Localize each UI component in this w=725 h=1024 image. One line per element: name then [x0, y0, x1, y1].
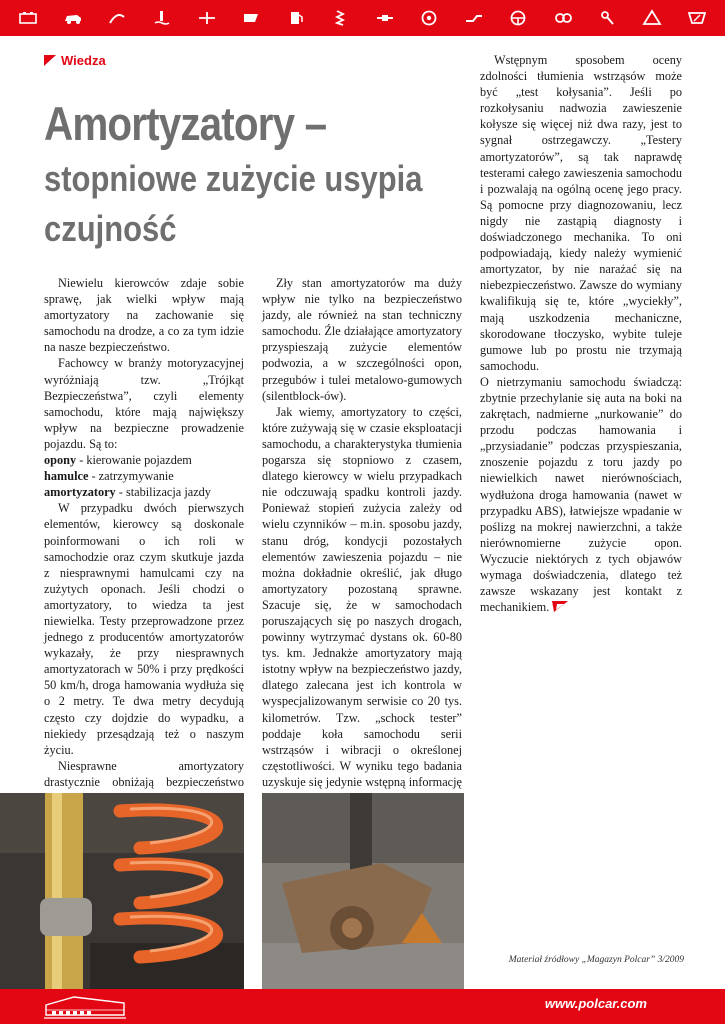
steering-wheel-icon[interactable]	[507, 9, 529, 27]
spring-icon[interactable]	[329, 9, 351, 27]
warning-triangle-icon[interactable]	[641, 9, 663, 27]
list-item: hamulce - zatrzymywanie	[44, 469, 174, 484]
paragraph-triangle: Fachowcy w branży motoryzacyjnej wyróżniają tzw. „Trójkąt Bezpieczeństwa”, czyli elementy samochodu, które mają największy wpływ na bezpieczne prowadzenie pojazdu. Są to:	[44, 356, 244, 451]
website-url[interactable]: www.polcar.com	[544, 996, 647, 1011]
paragraph-condition: Zły stan amortyzatorów ma duży wpływ nie tylko na bezpieczeństwo jazdy, ale również na stan techniczny samochodu. Źle działające amortyzatory przyspieszają zużycie elementów podwozia, a w szczególności opon, przegubów i tulei metalowo-gumowych (silentblock-ów).	[262, 276, 462, 403]
article-column-3	[480, 52, 682, 615]
section-label: Wiedza	[61, 53, 106, 68]
mirror-icon[interactable]	[240, 9, 262, 27]
corner-mark-icon	[44, 55, 56, 66]
battery-icon[interactable]	[17, 9, 39, 27]
title-line-3: czujność	[44, 208, 177, 249]
end-mark-icon	[552, 601, 568, 612]
exhaust-icon[interactable]	[463, 9, 485, 27]
paragraph-intro: Niewielu kierowców zdaje sobie sprawę, jak wielki wpływ mają amortyzatory na zachowanie się samochodu na drodze, a co za tym idzie na nasze bezpieczeństwo.	[44, 276, 244, 355]
list-item: amortyzatory - stabilizacja jazdy	[44, 485, 211, 500]
company-building-logo	[44, 993, 126, 1020]
title-line-1: Amortyzatory –	[44, 97, 327, 150]
key-icon[interactable]	[597, 9, 619, 27]
coolant-icon[interactable]	[151, 9, 173, 27]
article-title	[44, 97, 464, 249]
car-body-icon[interactable]	[62, 9, 84, 27]
paragraph-symptoms: O nietrzymaniu samochodu świadczą: zbytnie przechylanie się auta na boki na zakrętach, nadmierne „nurkowanie” do przodu podczas hamowania i „przysiadanie” podczas przyspieszania, znoszenie pojazdu z toru jazdy po niewielkich nawet nierównościach, wydłużona droga hamowania (nawet w przypadku ABS), łatwiejsze wpadanie w poślizg na mokrej nawierzchni, a także nierównomierne zużycie opon. Wyczucie niektórych z tych objawów wymaga doświadczenia, dlatego też zawsze wskazany jest kontakt z mechanikiem.	[480, 374, 682, 615]
lights-icon[interactable]	[552, 9, 574, 27]
paragraph-rocking-test: Wstępnym sposobem oceny zdolności tłumienia wstrząsów może być „test kołysania”. Jeśli po rozkołysaniu nadwozia zawieszenie kołysze się więcej niż dwa razy, jest to sygnał ostrzegawczy. „Testery amortyzatorów”, są tak naprawdę testerami całego zawieszenia samochodu i pozwalają na ogólną ocenę jego pracy. Są pomocne przy diagnozowaniu, lecz nigdy nie zastąpią diagnosty i doświadczonego mechanika. To oni podpowiadają, kiedy należy wymienić amortyzator, by nie narażać się na niebezpieczeństwo. Zawsze do wymiany kwalifikują się te, które „wyciekły”, mają uszkodzenia mechaniczne, skorodowane tłoczysko, wybite tuleje gumowe lub po prostu nie trzymają samochodu.	[480, 53, 682, 373]
paragraph-tests: W przypadku dwóch pierwszych elementów, kierowcy są doskonale poinformowani o ich roli w samochodzie oraz czym skutkuje jazda z niesprawnymi hamulcami czy na zużytych oponach. Jeśli chodzi o amortyzatory, to wiedza ta jest niewielka. Testy przeprowadzone przez jednego z producentów amortyzatorów wykazały, że przy niesprawnych amortyzatorach w 50% i przy prędkości 50 km/h, droga hamowania wydłuża się o 2 metry. Te dwa metry decydują często czy dojdzie do wypadku, a niekiedy przesądzają też o naszym życiu.	[44, 501, 244, 757]
fuel-icon[interactable]	[285, 9, 307, 27]
header-bar	[0, 0, 725, 36]
title-line-2: stopniowe zużycie usypia	[44, 158, 423, 199]
section-tag	[44, 53, 106, 68]
paragraph-damping: Niesprawne amortyzatory drastycznie obniżają bezpieczeństwo	[44, 758, 244, 789]
spark-plug-icon[interactable]	[374, 9, 396, 27]
list-item: opony - kierowanie pojazdem	[44, 453, 192, 468]
footer-bar	[0, 989, 725, 1024]
paragraph-wear: Jak wiemy, amortyzatory to części, które zużywają się w czasie eksploatacji samochodu, a charakterystyka tłumienia pogarsza się stopniowo z czasem, dlatego kierowcy w wielu przypadkach nie odczuwają spadku kontroli jazdy. Ponieważ stopień zużycia zależy od wielu czynników – m.in. sposobu jazdy, stanu dróg, kondycji pozostałych elementów zawieszenia pojazdu – nie można dokładnie określić, jak długo amortyzatory pozostaną sprawne. Szacuje się, że w samochodach poruszających się po naszych drogach, powinny wytrzymać dystans ok. 60-80 tys. km. Jednakże amortyzatory mają istotny wpływ na bezpieczeństwo jazdy, dlatego zalecana jest ich kontrola w wyspecjalizowanym serwisie co 20 tys. kilometrów. Tzw. „schock tester” poddaje koła samochodu serii wstrząsów i wibracji o określonej częstotliwości. W wyniku tego badania uzyskuje się jedynie wstępną informację	[262, 404, 462, 789]
electrical-icon[interactable]	[196, 9, 218, 27]
photo-worn-suspension	[262, 793, 464, 989]
photo-shock-absorber-spring	[0, 793, 244, 989]
brake-disc-icon[interactable]	[418, 9, 440, 27]
category-icons	[0, 0, 725, 36]
wiper-blade-icon[interactable]	[106, 9, 128, 27]
source-credit: Materiał źródłowy „Magazyn Polcar” 3/2009	[508, 955, 684, 965]
windshield-icon[interactable]	[686, 9, 708, 27]
